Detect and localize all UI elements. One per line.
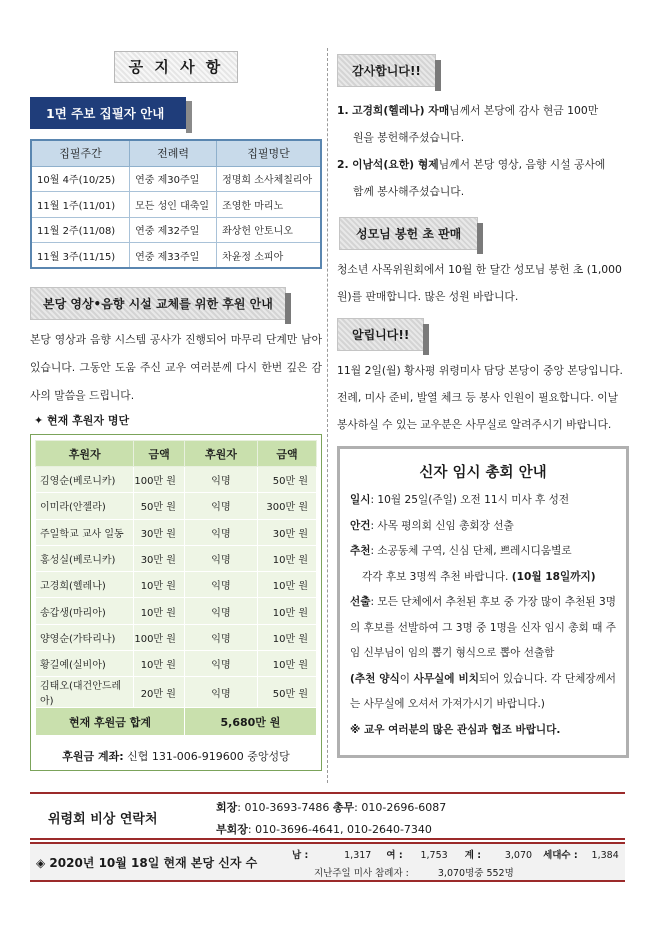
- account-label: 후원금 계좌:: [62, 750, 124, 764]
- table-row: [36, 651, 317, 677]
- support-section: [30, 287, 322, 771]
- assembly-form-note: [350, 667, 616, 718]
- donors-label: ✦ 현재 후원자 명단: [34, 414, 130, 427]
- table-row: [36, 467, 317, 493]
- table-row: [36, 493, 317, 519]
- thanks-item-text-cont: 함께 봉사해주셨습니다.: [353, 185, 465, 198]
- donor-name: 황길예(실비아): [36, 651, 134, 677]
- writers-col-week: 집필주간: [31, 140, 130, 166]
- assembly-box: [337, 446, 629, 758]
- donors-total-value: 5,680만 원: [184, 708, 316, 736]
- writers-table: [30, 139, 322, 269]
- donor-name: 송갑생(마리아): [36, 598, 134, 624]
- thanks-item-text: 님께서 본당 영상, 음향 시설 공사에: [438, 158, 606, 171]
- donor-name-2: 익명: [184, 519, 257, 545]
- donors-col-amount: 금액: [134, 441, 185, 467]
- assembly-recommend: [350, 539, 616, 565]
- writers-header-row: [31, 140, 321, 166]
- closing-4: 협조: [491, 723, 512, 736]
- assembly-recommend-label: 추천: [350, 545, 371, 557]
- donor-amount: 10만 원: [134, 598, 185, 624]
- contact-line-1: [216, 799, 446, 815]
- thanks-item-number: 2.: [337, 158, 349, 171]
- donor-amount-2: 10만 원: [257, 572, 316, 598]
- table-row: [36, 677, 317, 708]
- assembly-recommend-value: : 소공동체 구역, 신심 단체, 쁘레시디움별로: [370, 545, 572, 557]
- table-row: [31, 243, 321, 269]
- writers-cell-writer: 좌상헌 안토니오: [217, 217, 321, 243]
- secretary-value: : 010-2696-6087: [354, 801, 447, 814]
- writers-cell-liturgy: 연중 제30주일: [130, 166, 217, 192]
- table-row: [36, 572, 317, 598]
- donor-name-2: 익명: [184, 545, 257, 571]
- assembly-closing: [350, 718, 616, 744]
- assembly-agenda-value: : 사목 평의회 신임 총회장 선출: [370, 519, 514, 532]
- stats-title: ◈ 2020년 10월 18일 현재 본당 신자 수: [36, 856, 258, 870]
- contact-title: 위령회 비상 연락처: [48, 812, 158, 827]
- stats-row: [30, 842, 625, 882]
- donor-name-2: 익명: [184, 493, 257, 519]
- attendance-label: 지난주일 미사 참례자 :: [314, 868, 409, 879]
- table-row: [36, 624, 317, 650]
- writers-cell-week: 11월 2주(11/08): [31, 217, 130, 243]
- stats-line-2: [314, 865, 514, 879]
- assembly-deadline: (10월 18일까지): [511, 570, 596, 583]
- donor-name-2: 익명: [184, 677, 257, 708]
- right-column: [337, 48, 629, 758]
- donors-col-name-2: 후원자: [184, 441, 257, 467]
- donor-amount: 100만 원: [134, 467, 185, 493]
- attendance-value: 3,070명중 552명: [437, 868, 514, 879]
- thanks-item-number: 1.: [337, 104, 349, 117]
- contact-row: [30, 792, 625, 840]
- donor-amount-2: 10만 원: [257, 545, 316, 571]
- notice-title: 공 지 사 항: [114, 51, 238, 83]
- writers-col-writer: 집필명단: [217, 140, 321, 166]
- column-divider: [327, 48, 328, 783]
- donors-total-row: [36, 708, 317, 736]
- female-value: 1,753: [420, 850, 448, 861]
- table-row: [31, 217, 321, 243]
- donor-amount: 20만 원: [134, 677, 185, 708]
- donor-amount-2: 50만 원: [257, 467, 316, 493]
- closing-1: ※ 교우 여러분의: [350, 723, 433, 736]
- donors-box: [30, 434, 322, 771]
- donor-amount: 30만 원: [134, 545, 185, 571]
- writers-cell-writer: 차윤정 소피아: [217, 243, 321, 269]
- thanks-item-1: [337, 97, 629, 151]
- household-value: 1,384: [591, 850, 619, 861]
- chair-value: : 010-3693-7486: [237, 801, 330, 814]
- total-label: 계 :: [464, 850, 482, 861]
- assembly-agenda: [350, 514, 616, 540]
- assembly-elect: [350, 590, 616, 667]
- assembly-date-label: 일시: [350, 494, 371, 506]
- writers-cell-liturgy: 모든 성인 대축일: [130, 192, 217, 218]
- writers-heading: 1면 주보 집필자 안내: [30, 97, 186, 129]
- female-label: 여 :: [386, 850, 403, 861]
- donor-amount: 10만 원: [134, 651, 185, 677]
- donor-name: 김태오(대건안드레아): [36, 677, 134, 708]
- form-note-4: 되어 있습니다. 각 단체장께서는 사무실에 오셔서 가져가시기 바랍니다.): [350, 672, 616, 710]
- assembly-elect-value: : 모든 단체에서 추천된 후보 중 가장 많이 추천된 3명의 후보를 선발하여 그 3명 중 1명을 신자 임시 총회 때 주임 신부님이 임의 뽑기 형식으로 뽑아 선출함: [350, 596, 616, 659]
- thanks-item-2: [337, 151, 629, 205]
- donor-name: 고경희(헬레나): [36, 572, 134, 598]
- closing-5: 바랍니다.: [511, 723, 561, 736]
- donor-name: 김영순(베로니카): [36, 467, 134, 493]
- left-column: [30, 48, 322, 771]
- donor-amount: 50만 원: [134, 493, 185, 519]
- form-note-2: 이: [399, 672, 414, 685]
- closing-2: 많은 관심: [432, 723, 478, 736]
- donor-name: 주일학교 교사 일동: [36, 519, 134, 545]
- support-body: 본당 영상과 음향 시스템 공사가 진행되어 마무리 단계만 남아 있습니다. 그동안 도움 주신 교우 여러분께 다시 한번 깊은 감사의 말씀을 드립니다.: [30, 333, 322, 402]
- table-row: [36, 545, 317, 571]
- writers-section: [30, 97, 322, 269]
- vice-value: : 010-3696-4641, 010-2640-7340: [247, 823, 432, 836]
- assembly-recommend-cont: [350, 565, 616, 591]
- donor-amount-2: 10만 원: [257, 598, 316, 624]
- writers-cell-liturgy: 연중 제32주일: [130, 217, 217, 243]
- assembly-recommend-value-2: 각각 후보 3명씩 추천 바랍니다.: [362, 570, 509, 583]
- donor-amount: 100만 원: [134, 624, 185, 650]
- writers-cell-writer: 정명희 소사체칠리아: [217, 166, 321, 192]
- donors-col-amount-2: 금액: [257, 441, 316, 467]
- account-value: 신협 131-006-919600 중앙성당: [123, 750, 290, 764]
- assembly-elect-label: 선출: [350, 596, 371, 608]
- announce-body: 11월 2일(월) 황사평 위령미사 담당 본당이 중앙 본당입니다. 전례, 미사 준비, 발열 체크 등 봉사 인원이 필요합니다. 이날 봉사하실 수 있는 교우분은 사무실로 알려주시기 바랍니다.: [337, 364, 623, 431]
- male-value: 1,317: [344, 850, 372, 861]
- donor-name-2: 익명: [184, 467, 257, 493]
- writers-col-liturgy: 전례력: [130, 140, 217, 166]
- donor-name: 이미라(안젤라): [36, 493, 134, 519]
- contact-line-2: [216, 821, 432, 837]
- vice-label: 부회장: [216, 823, 248, 836]
- thanks-item-text: 님께서 본당에 감사 현금 100만: [449, 104, 599, 117]
- donor-name-2: 익명: [184, 572, 257, 598]
- donor-amount: 10만 원: [134, 572, 185, 598]
- donor-name-2: 익명: [184, 651, 257, 677]
- support-heading: 본당 영상•음향 시설 교체를 위한 후원 안내: [30, 287, 286, 320]
- writers-cell-week: 10월 4주(10/25): [31, 166, 130, 192]
- writers-cell-week: 11월 3주(11/15): [31, 243, 130, 269]
- donor-name-2: 익명: [184, 624, 257, 650]
- thanks-heading: 감사합니다!!: [337, 54, 436, 87]
- donor-name: 양영순(가타리나): [36, 624, 134, 650]
- table-row: [36, 598, 317, 624]
- donor-amount-2: 10만 원: [257, 624, 316, 650]
- secretary-label: 총무: [332, 801, 355, 814]
- closing-3: 과: [477, 723, 492, 736]
- donors-total-label: 현재 후원금 합계: [36, 708, 185, 736]
- thanks-list: [337, 97, 629, 205]
- writers-cell-writer: 조영한 마리노: [217, 192, 321, 218]
- chair-label: 회장: [216, 801, 238, 814]
- writers-cell-liturgy: 연중 제33주일: [130, 243, 217, 269]
- donor-name-2: 익명: [184, 598, 257, 624]
- footer: [30, 792, 625, 882]
- assembly-agenda-label: 안건: [350, 519, 371, 532]
- donor-name: 홍성실(베로니카): [36, 545, 134, 571]
- assembly-title: 신자 임시 총회 안내: [419, 465, 547, 481]
- stats-line-1: [292, 847, 619, 861]
- donor-amount-2: 300만 원: [257, 493, 316, 519]
- total-value: 3,070: [504, 850, 533, 861]
- account-line: [35, 748, 317, 764]
- male-label: 남 :: [292, 850, 309, 861]
- announce-heading: 알립니다!!: [337, 318, 424, 351]
- candles-heading: 성모님 봉헌 초 판매: [339, 217, 478, 250]
- thanks-item-name: 고경희(헬레나) 자매: [352, 104, 450, 117]
- donors-table: [35, 440, 317, 736]
- donor-amount-2: 50만 원: [257, 677, 316, 708]
- donor-amount-2: 30만 원: [257, 519, 316, 545]
- writers-cell-week: 11월 1주(11/01): [31, 192, 130, 218]
- candles-body: 청소년 사목위원회에서 10월 한 달간 성모님 봉헌 초 (1,000원)를 판매합니다. 많은 성원 바랍니다.: [337, 263, 622, 303]
- donors-col-name: 후원자: [36, 441, 134, 467]
- assembly-date-value: : 10월 25일(주일) 오전 11시 미사 후 성전: [370, 494, 570, 506]
- donor-amount: 30만 원: [134, 519, 185, 545]
- donors-header-row: [36, 441, 317, 467]
- thanks-item-name: 이남석(요한) 형제: [352, 158, 439, 171]
- donor-amount-2: 10만 원: [257, 651, 316, 677]
- household-label: 세대수 :: [543, 850, 578, 861]
- form-note-1: (추천 양식: [350, 672, 400, 685]
- table-row: [31, 192, 321, 218]
- assembly-date: [350, 488, 616, 514]
- form-note-3: 사무실에 비치: [413, 672, 479, 685]
- table-row: [31, 166, 321, 192]
- table-row: [36, 519, 317, 545]
- thanks-item-text-cont: 원을 봉헌해주셨습니다.: [353, 131, 465, 144]
